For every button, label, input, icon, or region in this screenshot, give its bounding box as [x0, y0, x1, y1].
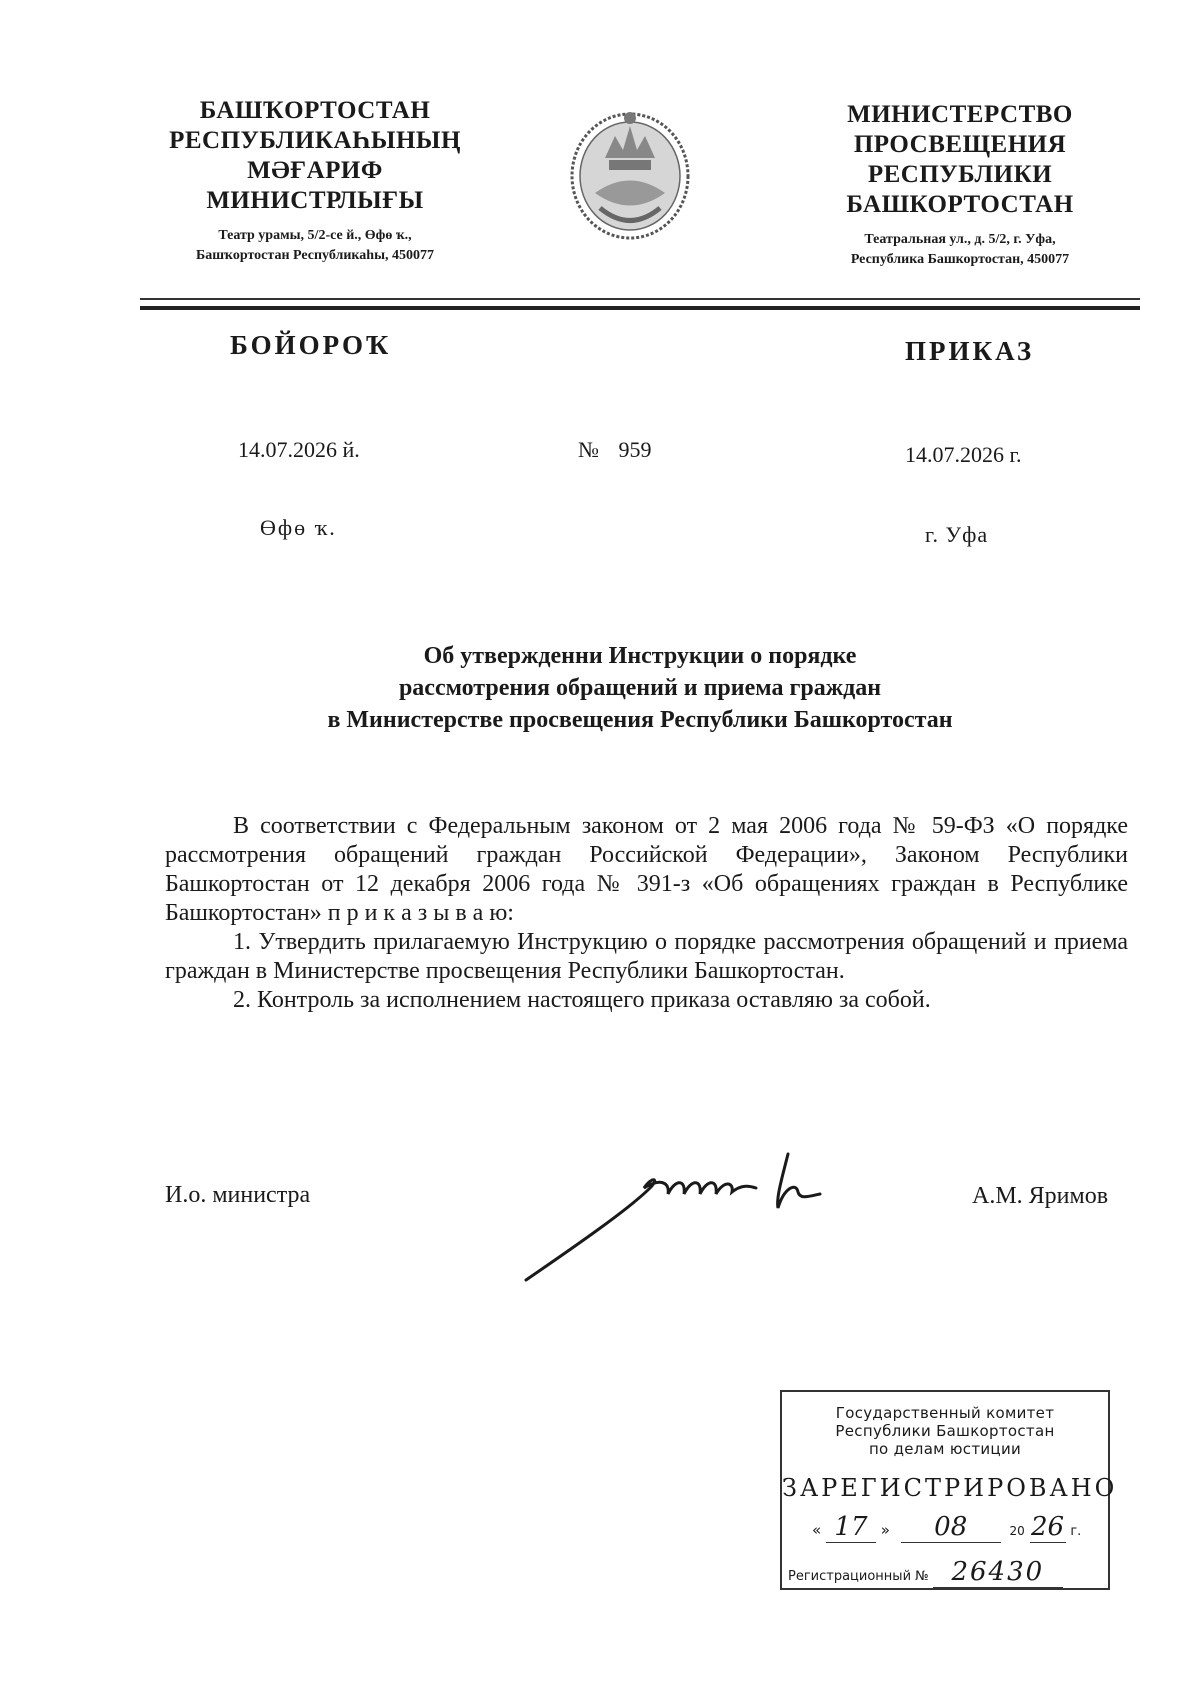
signatory-position: И.о. министра	[165, 1182, 311, 1208]
stamp-reg-number: Регистрационный № 26430	[782, 1557, 1108, 1588]
stamp-day: 17	[826, 1512, 876, 1543]
stamp-date: « 17 » 08 20 26 г.	[812, 1512, 1082, 1542]
body-item-2: 2. Контроль за исполнением настоящего приказа оставляю за собой.	[233, 987, 931, 1013]
body-item-1: 1. Утвердить прилагаемую Инструкцию о порядке рассмотрения обращений и приема граждан в Министерстве просвещения Республики Башкортостан.	[165, 929, 1128, 984]
registration-stamp	[780, 1390, 1118, 1590]
stamp-registered: ЗАРЕГИСТРИРОВАНО	[782, 1474, 1118, 1502]
signatory-name: А.М. Яримов	[972, 1183, 1109, 1209]
handwritten-signature-icon	[520, 1148, 880, 1288]
stamp-year: 26	[1031, 1512, 1065, 1542]
doc-type-russian: ПРИКАЗ	[905, 336, 1035, 366]
stamp-month: 08	[901, 1512, 1001, 1543]
header-left	[160, 96, 470, 266]
doc-type-bashkir: БОЙОРОҠ	[230, 330, 392, 360]
address-bashkir: Театр урамы, 5/2-се й., Өфө ҡ., Башҡортостан Республикаһы, 450077	[195, 228, 434, 263]
org-name-russian: МИНИСТЕРСТВО ПРОСВЕЩЕНИЯ РЕСПУБЛИКИ БАШКОРТОСТАН	[846, 101, 1074, 218]
address-russian: Театральная ул., д. 5/2, г. Уфа, Республика Башкортостан, 450077	[850, 232, 1070, 267]
stamp-authority: Государственный комитет Республики Башкортостан по делам юстиции	[835, 1404, 1055, 1458]
document-title: Об утвержденни Инструкции о порядке рассмотрения обращений и приема граждан в Министерстве просвещения Республики Башкортостан	[327, 643, 953, 733]
org-name-bashkir: БАШҠОРТОСТАН РЕСПУБЛИКАҺЫНЫҢ МӘҒАРИФ МИНИСТРЛЫҒЫ	[169, 97, 461, 214]
header-divider-thick	[140, 306, 1140, 310]
body-intro: В соответствии с Федеральным законом от 2 мая 2006 года № 59-ФЗ «О порядке рассмотрения обращений граждан Российской Федерации», Законом Республики Башкортостан от 12 декабря 2006 года № 391-з «Об обращениях граждан в Республике Башкортостан» п р и к а з ы в а ю:	[165, 813, 1128, 926]
date-russian: 14.07.2026 г.	[905, 442, 1022, 467]
header-divider-thin	[140, 298, 1140, 300]
date-bashkir: 14.07.2026 й.	[238, 437, 360, 462]
header-right	[810, 100, 1110, 270]
city-russian: г. Уфа	[925, 522, 989, 547]
document-body	[165, 812, 1128, 1015]
number-label: №	[578, 437, 599, 462]
coat-of-arms-icon	[565, 98, 695, 248]
number-value: 959	[618, 437, 652, 462]
stamp-reg-value: 26430	[933, 1557, 1063, 1588]
order-number	[578, 437, 652, 463]
city-bashkir: Өфө ҡ.	[260, 515, 337, 540]
